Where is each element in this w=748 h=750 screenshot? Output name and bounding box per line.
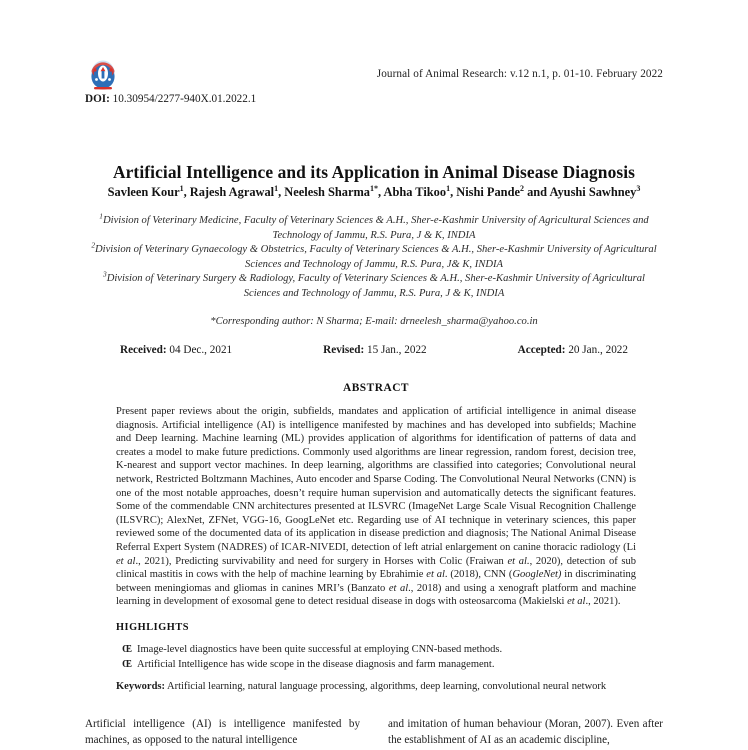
doi-value: 10.30954/2277-940X.01.2022.1 — [109, 93, 257, 105]
corresponding-author-note: *Corresponding author: N Sharma; E-mail: drneelesh_sharma@yahoo.co.in — [210, 316, 538, 327]
highlights-section — [116, 622, 636, 672]
date-received-value: 04 Dec., 2021 — [166, 344, 233, 356]
abstract-heading: ABSTRACT — [342, 382, 410, 394]
affiliation-1: $^1$Division of Veterinary Medicine, Faculty of Veterinary Sciences & A.H., Sher-e-Kashmir University of Agricultural Sciences and Technology of Jammu, R.S. Pura, J & K, INDIA — [99, 211, 649, 241]
journal-emblem-icon — [85, 58, 121, 92]
author-list: Savleen Kour$^1$, Rajesh Agrawal$^1$, Neelesh Sharma$^{1*}$, Abha Tikoo$^1$, Nishi Pande$^2$ and Ayushi Sawhney$^3$ — [107, 183, 641, 199]
keywords-value: Artificial learning, natural language processing, algorithms, deep learning, convolutional neural network — [165, 681, 607, 692]
date-accepted-value: 20 Jan., 2022 — [565, 344, 628, 356]
abstract-section — [116, 382, 636, 609]
abstract-text: Present paper reviews about the origin, subfields, mandates and application of artificial intelligence in animal disease diagnosis. Artificial intelligence (AI) is intelligence manifested by machines and has developed into subfields; Machine and Deep learning. Machine learning (ML) provides application of algorithms for identification of patterns of data and creates a model to make future predictions. Commonly used algorithms are linear regression, random forest, decision tree, K-nearest and support vector machines. In deep learning, algorithms are classified into categories; Convolutional neural network, Restricted Boltzmann Machines, Auto encoder and Sparse Coding. The Convolutional Neural Networks (CNN) is one of the most notable approaches, doesn’t require human supervision and automatically detects the significant features. Some of the commendable CNN architectures presented at ILSVRC (ImageNet Large Scale Visual Recognition Challenge (ILSVRC); AlexNet, ZFNet, VGG-16, GoogLeNet etc. Regarding use of AI technique in veterinary sciences, this paper reviewed some of the documented data of its application in disease prediction and diagnosis; The National Animal Disease Referral Expert System (NADRES) of ICAR-NIVEDI, detection of left atrial enlargement on canine thoracic radiology (Li et al., 2021), Predicting survivability and need for surgery in Horses with Colic (Fraiwan et al., 2020), detection of sub clinical mastitis in cows with the help of machine learning by Ebrahimie et al. (2018), CNN (GoogleNet) in discriminating between meningiomas and gliomas in canines MRI’s (Banzato et al., 2018) and using a xenograft platform and machine learning in development of exosomal gene to detect residual disease in dogs with osteosarcoma (Makielski et al., 2021). — [116, 406, 637, 608]
date-revised-label: Revised: — [323, 344, 365, 356]
date-received — [120, 344, 232, 356]
date-accepted — [518, 344, 628, 356]
body-columns — [85, 716, 663, 748]
date-revised-value: 15 Jan., 2022 — [364, 344, 427, 356]
affiliation-list — [85, 211, 663, 302]
keywords-label: Keywords: — [116, 681, 165, 692]
date-revised — [323, 344, 426, 356]
date-accepted-label: Accepted: — [517, 344, 566, 356]
body-column-left: Artificial intelligence (AI) is intelligence manifested by machines, as opposed to the natural intelligence — [85, 718, 360, 747]
highlight-item — [116, 642, 636, 657]
highlight-bullet-icon: Œ — [122, 659, 132, 670]
affiliation-2: $^2$Division of Veterinary Gynaecology & Obstetrics, Faculty of Veterinary Sciences & A.H., Sher-e-Kashmir University of Agricultural Sciences and Technology of Jammu, R.S. Pura, J& K, INDIA — [91, 240, 657, 270]
page-title: Artificial Intelligence and its Application in Animal Disease Diagnosis — [112, 161, 636, 182]
highlight-item — [116, 657, 636, 672]
highlights-heading: HIGHLIGHTS — [116, 622, 190, 633]
affiliation-3: $^3$Division of Veterinary Surgery & Radiology, Faculty of Veterinary Sciences & A.H., Sher-e-Kashmir University of Agricultural Sciences and Technology of Jammu, R.S. Pura, J & K, INDIA — [102, 269, 646, 299]
doi-line — [85, 93, 256, 105]
date-received-label: Received: — [120, 344, 167, 356]
keywords-line — [116, 680, 656, 694]
highlight-item-text: Image-level diagnostics have been quite successful at employing CNN-based methods. — [137, 644, 503, 655]
article-dates — [120, 344, 628, 356]
masthead — [85, 0, 663, 105]
body-column-right: and imitation of human behaviour (Moran, 2007). Even after the establishment of AI as an academic discipline, — [388, 718, 663, 747]
doi-label: DOI: — [85, 93, 110, 105]
journal-citation-line: Journal of Animal Research: v.12 n.1, p. 01-10. February 2022 — [376, 68, 663, 80]
highlight-item-text: Artificial Intelligence has wide scope in the disease diagnosis and farm management. — [137, 659, 495, 670]
highlight-bullet-icon: Œ — [122, 644, 132, 655]
